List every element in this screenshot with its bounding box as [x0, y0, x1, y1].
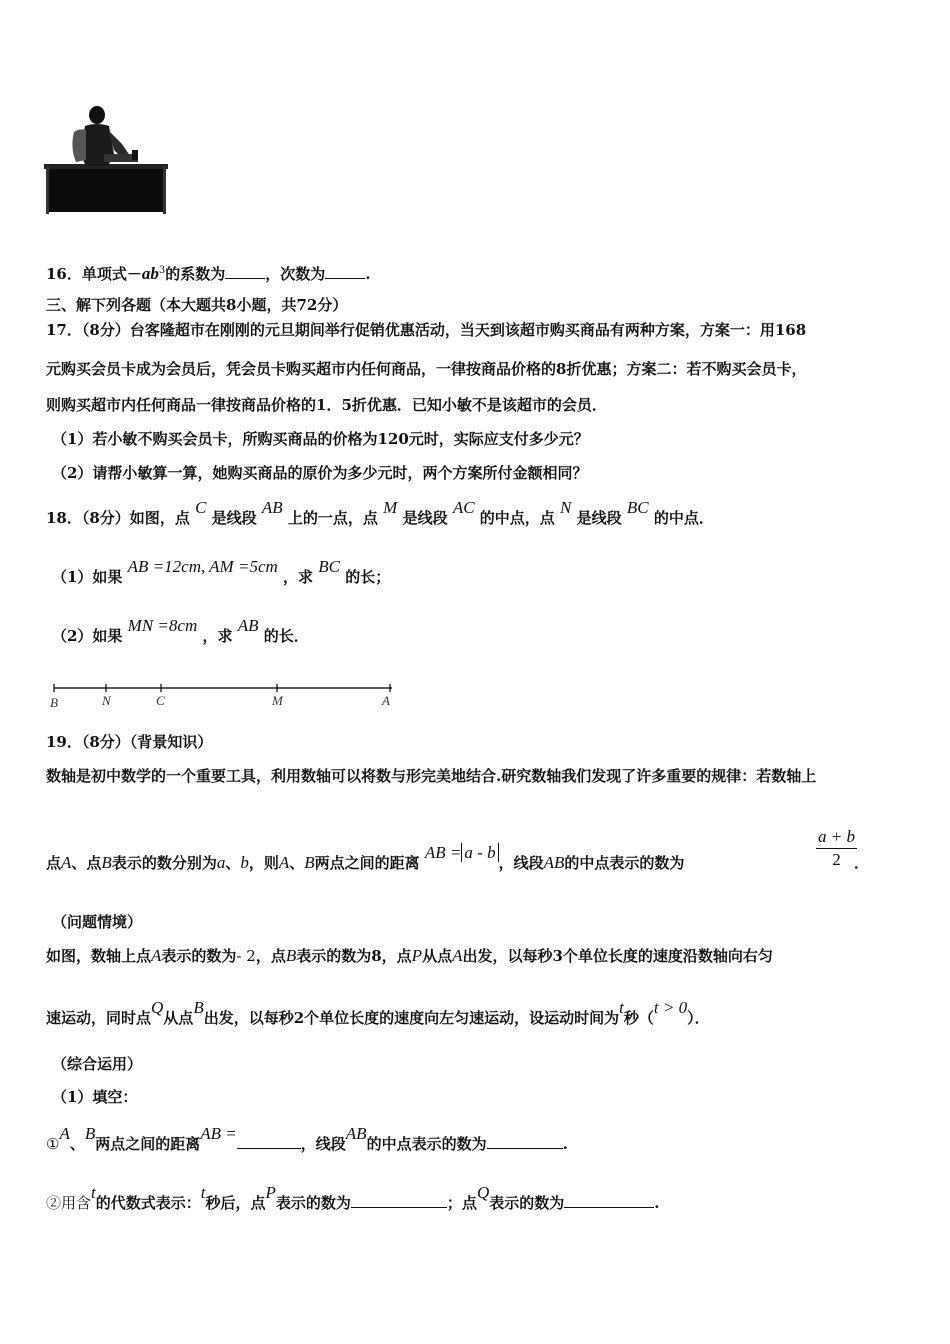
label-B: B — [50, 695, 58, 710]
question-19-fill-1: ①A、B两点之间的距离AB =，线段AB的中点表示的数为 . — [46, 1124, 568, 1153]
question-19-fill-title: （1）填空： — [52, 1088, 138, 1106]
question-18-sub1: （1）如果 AB =12cm, AM =5cm ，求 BC 的长； — [52, 557, 391, 586]
answer-blank[interactable] — [564, 1193, 654, 1208]
segment-figure — [44, 680, 404, 716]
question-17-line3: 则购买超市内任何商品一律按商品价格的1．5折优惠．已知小敏不是该超市的会员． — [46, 396, 607, 414]
answer-blank[interactable] — [225, 264, 265, 279]
label-N: N — [102, 693, 111, 708]
question-19-situation-title: （问题情境） — [52, 913, 143, 931]
section-title: 三、解下列各题（本大题共8小题，共72分） — [46, 296, 348, 314]
question-17-sub2: （2）请帮小敏算一算，她购买商品的原价为多少元时，两个方案所付金额相同？ — [52, 464, 588, 482]
label-A: A — [382, 693, 390, 708]
question-16: 16．单项式$-ab^3$的系数为 ，次数为 . — [46, 264, 371, 283]
question-17-sub1: （1）若小敏不购买会员卡，所购买商品的价格为120元时，实际应支付多少元？ — [52, 430, 589, 448]
question-19-fill-2: ②用含t的代数式表示：t秒后，点P表示的数为 ；点Q表示的数为 . — [46, 1183, 660, 1212]
question-19-apply-title: （综合运用） — [52, 1055, 143, 1073]
question-19-background-1: 数轴是初中数学的一个重要工具，利用数轴可以将数与形完美地结合.研究数轴我们发现了许多重要的规律：若数轴上 — [46, 767, 817, 785]
question-19-situation-1: 如图，数轴上点A表示的数为- 2，点B表示的数为8，点P从点A出发，以每秒3个单位长度的速度沿数轴向右匀 — [46, 946, 773, 965]
question-17-line1: 17．（8分）台客隆超市在刚刚的元旦期间举行促销优惠活动，当天到该超市购买商品有两种方案，方案一：用168 — [46, 321, 807, 339]
worker-illustration — [44, 104, 170, 220]
label-C: C — [156, 693, 165, 708]
sentence-end: ． — [854, 854, 870, 872]
question-18: 18．（8分）如图，点 C 是线段 AB 上的一点，点 M 是线段 AC 的中点，点 N 是线段 BC 的中点． — [46, 498, 714, 527]
question-19-background-2: 点A、点B表示的数分别为a、b，则A、B两点之间的距离 AB = a - b，线段AB的中点表示的数为 — [46, 843, 685, 872]
question-18-sub2: （2）如果 MN =8cm ，求 AB 的长． — [52, 616, 309, 645]
answer-blank[interactable] — [487, 1134, 563, 1149]
answer-blank[interactable] — [237, 1134, 301, 1149]
answer-blank[interactable] — [325, 264, 365, 279]
question-17-line2: 元购买会员卡成为会员后，凭会员卡购买超市内任何商品，一律按商品价格的8折优惠；方案二：若不购买会员卡， — [46, 360, 807, 378]
question-19-situation-2: 速运动，同时点Q从点B出发，以每秒2个单位长度的速度向左匀速运动，设运动时间为t秒（t > 0）． — [46, 998, 710, 1027]
label-M: M — [272, 693, 283, 708]
answer-blank[interactable] — [351, 1193, 447, 1208]
midpoint-fraction: $\frac{a + b}{2}$ — [818, 827, 855, 869]
question-19-head: 19．（8分）（背景知识） — [46, 733, 213, 751]
